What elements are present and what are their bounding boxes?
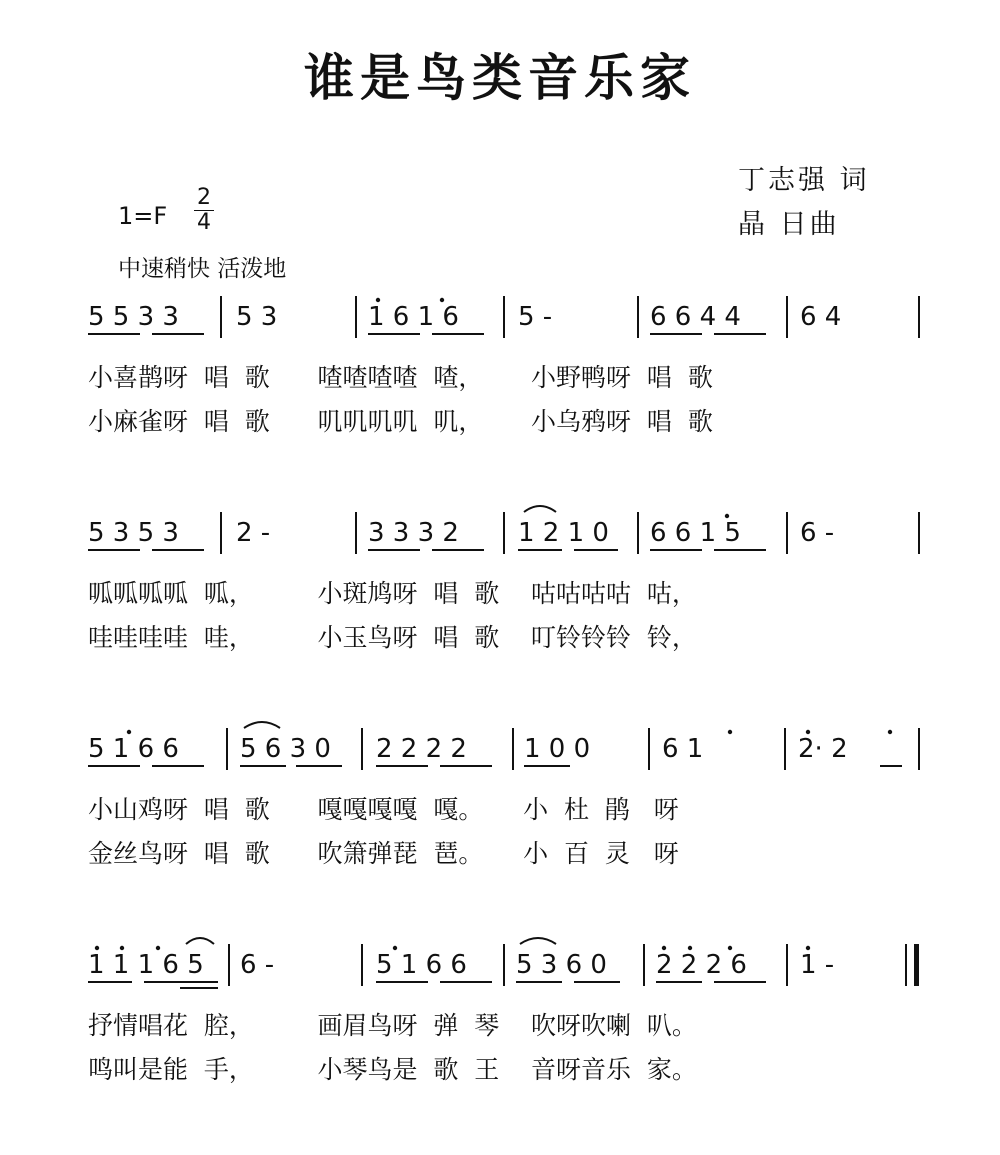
measure: 5 3 5 3: [88, 518, 179, 548]
measure: 1 0 0: [524, 734, 591, 764]
time-signature-top: 2: [197, 185, 211, 210]
measure: 5 5 3 3: [88, 302, 179, 332]
lyric-verse-2: 小麻雀呀 唱 歌 叽叽叽叽 叽， 小乌鸦呀 唱 歌: [88, 407, 713, 436]
lyric-verse-2: 哇哇哇哇 哇， 小玉鸟呀 唱 歌 叮铃铃铃 铃，: [88, 623, 697, 652]
lyric-verse-1: 抒情唱花 腔， 画眉鸟呀 弹 琴 吹呀吹喇 叭。: [88, 1011, 697, 1040]
measure: 2 2 2 6: [656, 950, 747, 980]
measure: 6 1: [662, 734, 704, 764]
measure: 5 1 6 6: [88, 734, 179, 764]
tempo-marking: 中速稍快 活泼地: [118, 256, 287, 282]
measure: 3 3 3 2: [368, 518, 459, 548]
measure: 5 1 6 6: [376, 950, 467, 980]
measure: 6 4: [800, 302, 842, 332]
song-title: 谁是鸟类音乐家: [304, 48, 696, 107]
lyric-verse-2: 金丝鸟呀 唱 歌 吹箫弹琵 琶。 小 百 灵 呀: [88, 839, 679, 868]
lyric-verse-1: 呱呱呱呱 呱， 小斑鸠呀 唱 歌 咕咕咕咕 咕，: [88, 579, 697, 608]
measure: 6 -: [800, 518, 835, 548]
measure: 1 -: [800, 950, 835, 980]
measure: 6 -: [240, 950, 275, 980]
measure: 1 6 1 6: [368, 302, 459, 332]
composer-credit: 晶 日曲: [738, 209, 840, 240]
measure: 2 -: [236, 518, 271, 548]
lyric-verse-1: 小喜鹊呀 唱 歌 喳喳喳喳 喳， 小野鸭呀 唱 歌: [88, 363, 713, 392]
measure: 5 6 3 0: [240, 734, 331, 764]
measure: 5 3 6 0: [516, 950, 607, 980]
measure: 5 -: [518, 302, 553, 332]
measure: 6 6 4 4: [650, 302, 741, 332]
lyricist-credit: 丁志强 词: [738, 165, 870, 196]
key-signature: 1=F: [118, 202, 168, 230]
measure: 5 3: [236, 302, 278, 332]
lyric-verse-1: 小山鸡呀 唱 歌 嘎嘎嘎嘎 嘎。 小 杜 鹃 呀: [88, 795, 679, 824]
measure: 2 2 2 2: [376, 734, 467, 764]
measure: 1 1 1 6 5: [88, 950, 204, 980]
time-signature-bottom: 4: [197, 210, 211, 235]
measure: 6 6 1 5: [650, 518, 741, 548]
measure: 2· 2: [798, 734, 848, 764]
measure: 1 2 1 0: [518, 518, 609, 548]
lyric-verse-2: 鸣叫是能 手， 小琴鸟是 歌 王 音呀音乐 家。: [88, 1055, 697, 1084]
